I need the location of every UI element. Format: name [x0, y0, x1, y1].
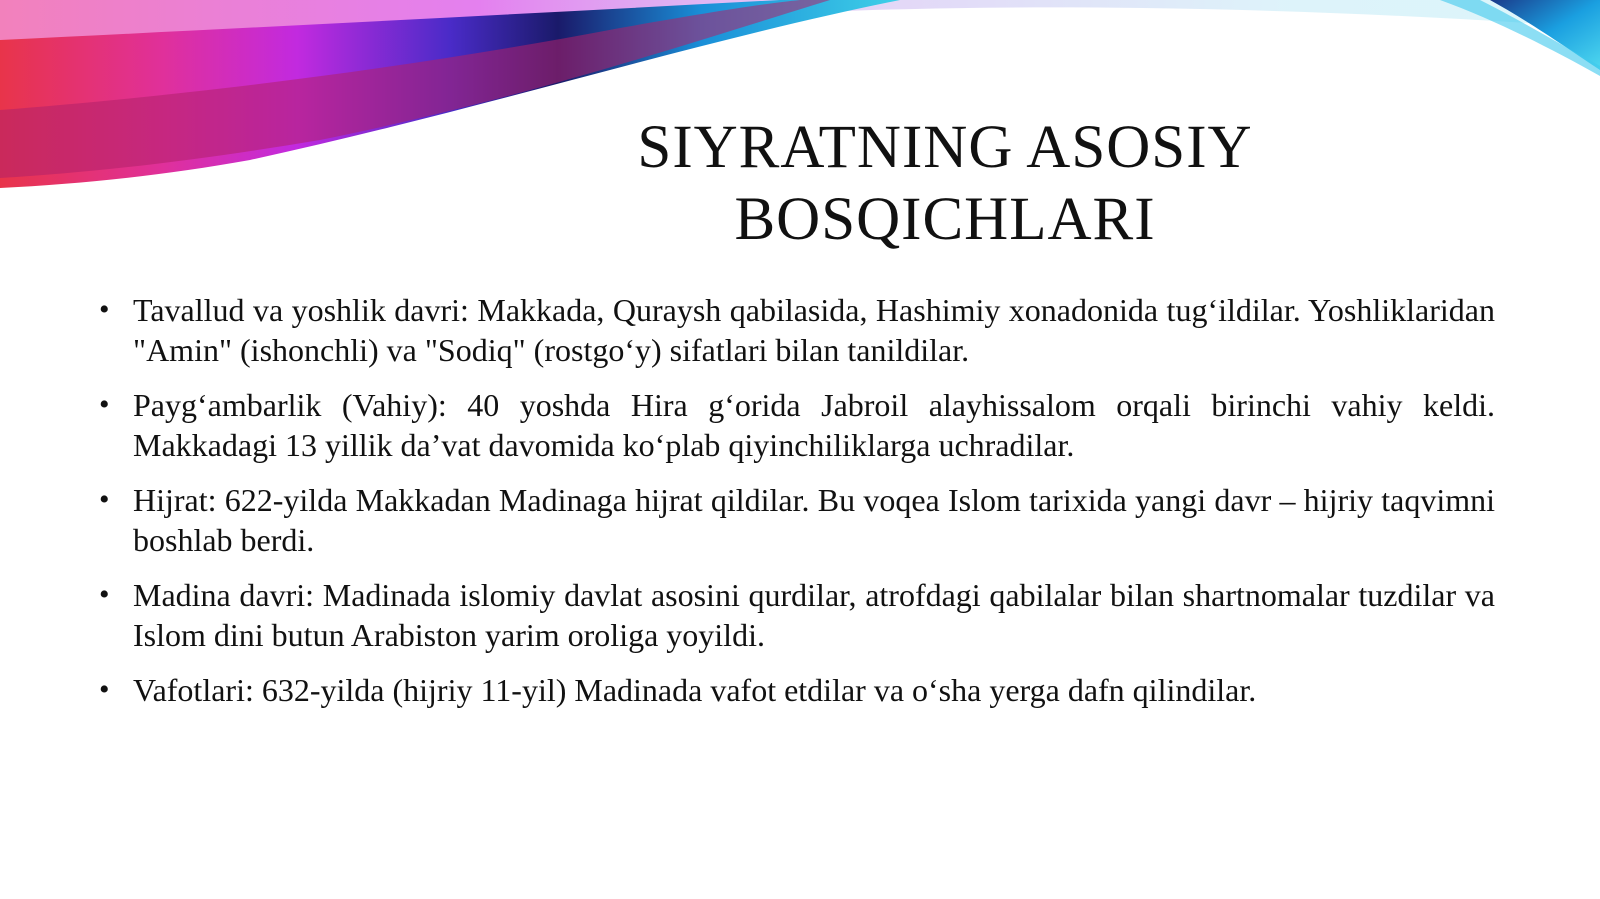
bullet-item	[97, 670, 1495, 710]
title-line: SIYRATNING ASOSIY	[637, 114, 1253, 181]
bullet-icon: •	[99, 578, 110, 611]
title-line: BOSQICHLARI	[734, 186, 1156, 253]
bullet-icon: •	[99, 673, 110, 706]
bullet-list	[97, 290, 1495, 725]
slide-title	[540, 112, 1350, 256]
bullet-text: Hijrat: 622-yilda Makkadan Madinaga hijrat qildilar. Bu voqea Islom tarixida yangi davr – hijriy taqvimni boshlab berdi.	[133, 482, 1495, 558]
bullet-item	[97, 290, 1495, 370]
bullet-icon: •	[99, 483, 110, 516]
bullet-text: Payg‘ambarlik (Vahiy): 40 yoshda Hira g‘orida Jabroil alayhissalom orqali birinchi vahiy keldi. Makkadagi 13 yillik da’vat davomida ko‘plab qiyinchiliklarga uchradilar.	[133, 387, 1495, 463]
bullet-text: Vafotlari: 632-yilda (hijriy 11-yil) Madinada vafot etdilar va o‘sha yerga dafn qilindilar.	[133, 672, 1257, 708]
bullet-icon: •	[99, 293, 110, 326]
bullet-text: Tavallud va yoshlik davri: Makkada, Quraysh qabilasida, Hashimiy xonadonida tug‘ildilar. Yoshliklaridan "Amin" (ishonchli) va "Sodiq" (rostgo‘y) sifatlari bilan tanildilar.	[133, 292, 1495, 368]
bullet-text: Madina davri: Madinada islomiy davlat asosini qurdilar, atrofdagi qabilalar bilan shartnomalar tuzdilar va Islom dini butun Arabiston yarim oroliga yoyildi.	[133, 577, 1495, 653]
bullet-item	[97, 480, 1495, 560]
bullet-item	[97, 575, 1495, 655]
bullet-icon: •	[99, 388, 110, 421]
bullet-item	[97, 385, 1495, 465]
